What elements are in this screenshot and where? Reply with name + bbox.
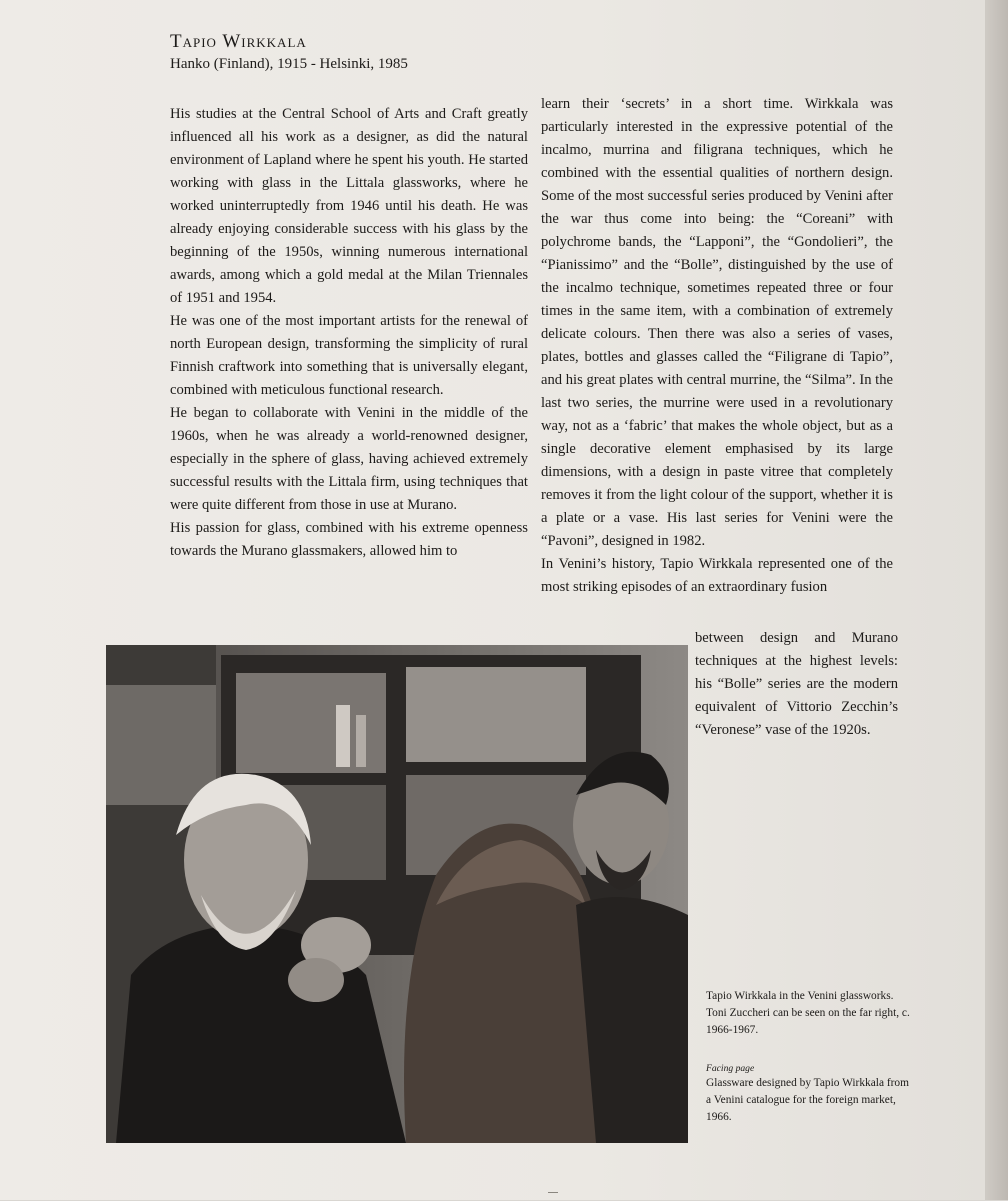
paragraph: learn their ‘secrets’ in a short time. Wirkkala was particularly interested in the expressive potential of the incalmo, murrina and filigrana techniques, which he combined with the essential qualities of northern design. Some of the most successful series produced by Venini after the war thus come into being: the “Coreani” with polychrome bands, the “Lapponi”, the “Gondolieri”, the “Pianissimo” and the “Bolle”, distinguished by the use of the incalmo technique, sometimes repeated three or four times in the same item, with a combination of extremely delicate colours. Then there was also a series of vases, plates, bottles and glasses called the “Filigrane di Tapio”, and his great plates with central murrine, the “Silma”. In the last two series, the murrine were used in a revolutionary way, not as a ‘fabric’ that makes the whole object, but as a single decorative element emphasised by its large dimensions, with a design in paste vitree that completely removes it from the light colour of the support, whether it is a plate or a vase. His last series for Venini were the “Pavoni”, designed in 1982. — [541, 96, 893, 549]
facing-page-label: Facing page — [706, 1063, 755, 1074]
left-text-column — [170, 103, 528, 563]
paragraph: He was one of the most important artists for the renewal of north European design, transforming the simplicity of rural Finnish craftwork into something that is universally elegant, combined with meticulous functional research. — [170, 313, 528, 398]
artist-name: Tapio Wirkkala — [170, 31, 307, 52]
right-text-column — [541, 93, 893, 599]
page-edge-shadow — [985, 0, 1008, 1200]
paragraph: In Venini’s history, Tapio Wirkkala represented one of the most striking episodes of an extraordinary fusion — [541, 556, 893, 595]
paragraph: between design and Murano techniques at the highest levels: his “Bolle” series are the modern equivalent of Vittorio Zecchin’s “Veronese” vase of the 1920s. — [695, 630, 898, 738]
caption-text: Glassware designed by Tapio Wirkkala from a Venini catalogue for the foreign market, 1966. — [706, 1077, 909, 1123]
artist-dates: Hanko (Finland), 1915 - Helsinki, 1985 — [170, 56, 408, 72]
photo-illustration — [106, 645, 688, 1143]
right-text-continuation — [695, 627, 898, 742]
paragraph: He began to collaborate with Venini in the middle of the 1960s, when he was already a world-renowned designer, especially in the sphere of glass, having achieved extremely successful results with the Littala firm, using techniques that were quite different from those in use at Murano. — [170, 405, 528, 513]
facing-page-caption — [706, 1075, 916, 1126]
paragraph: His studies at the Central School of Arts and Craft greatly influenced all his work as a designer, as did the natural environment of Lapland where he spent his youth. He started working with glass in the Littala glassworks, where he worked uninterruptedly from 1946 until his death. He was already enjoying considerable success with his glass by the beginning of the 1950s, winning numerous international awards, among which a gold medal at the Milan Triennales of 1951 and 1954. — [170, 106, 528, 306]
paragraph: His passion for glass, combined with his extreme openness towards the Murano glassmakers, allowed him to — [170, 520, 528, 559]
photo-caption — [706, 988, 910, 1039]
black-white-photograph — [106, 645, 688, 1143]
caption-text: Tapio Wirkkala in the Venini glassworks. Toni Zuccheri can be seen on the far right, c. 1966-1967. — [706, 990, 910, 1036]
